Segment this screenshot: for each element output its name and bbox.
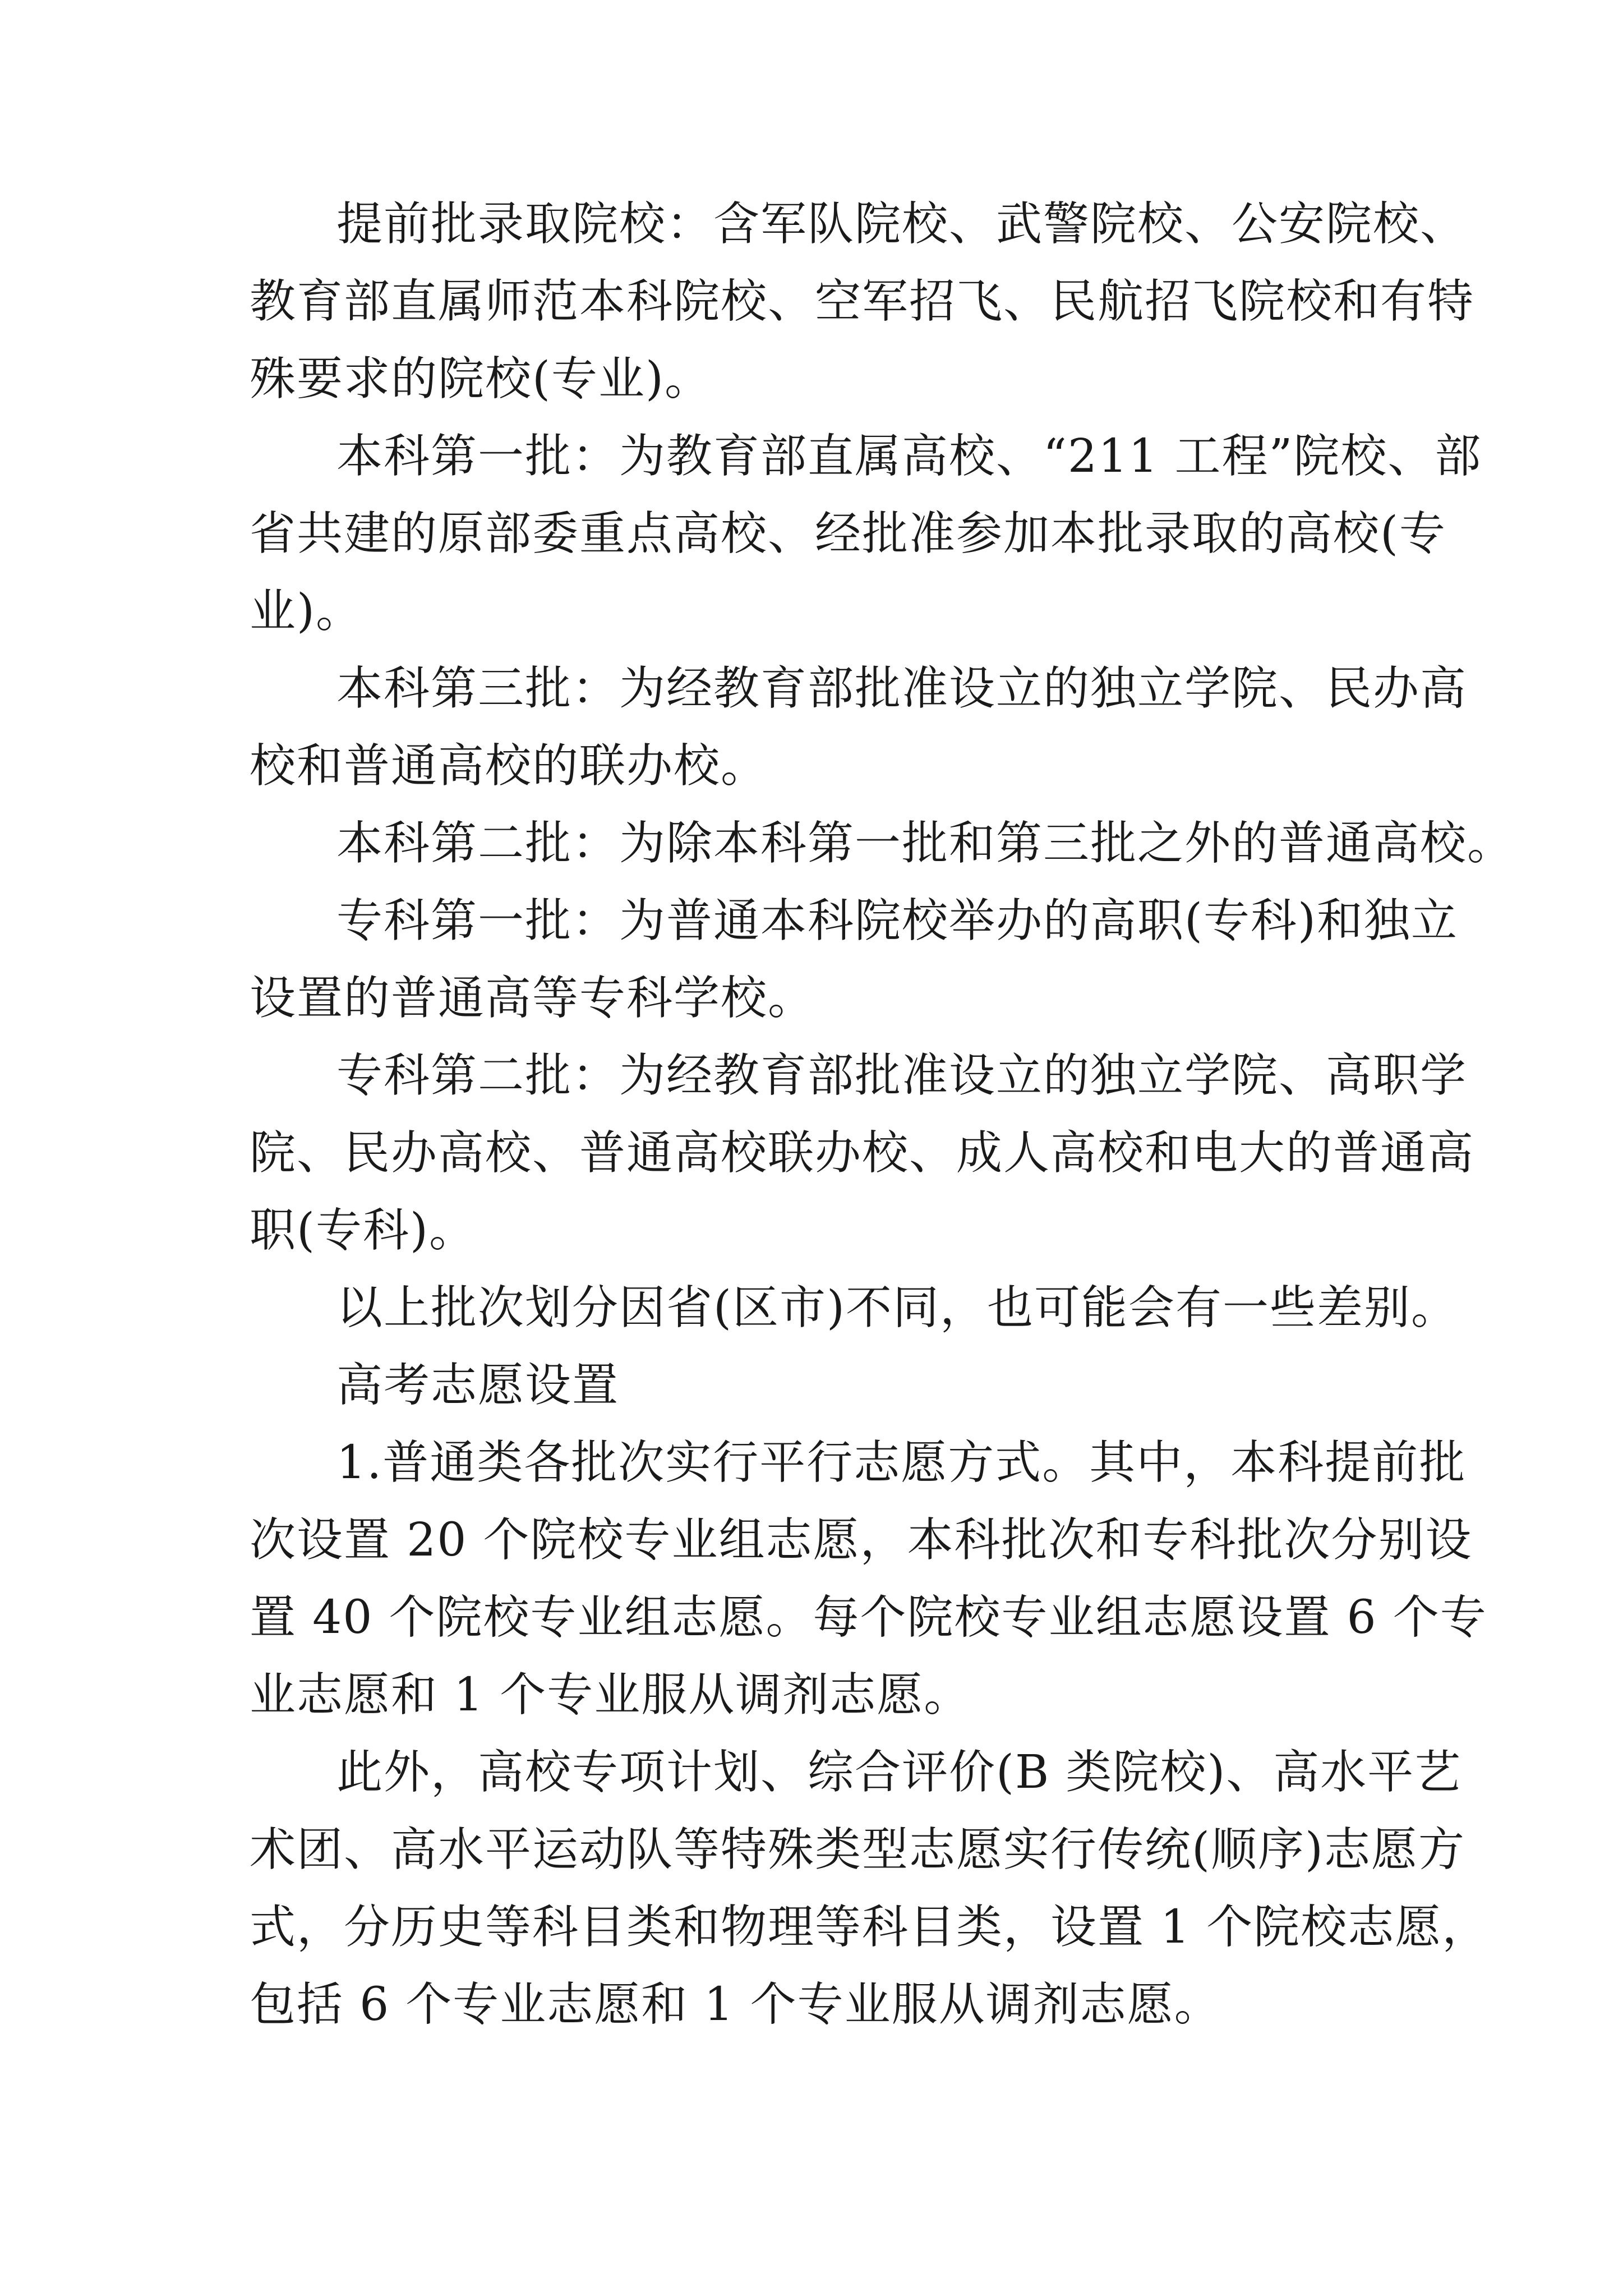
text-line: 术团、高水平运动队等特殊类型志愿实行传统(顺序)志愿方 bbox=[250, 1823, 1465, 1876]
text-line: 校和普通高校的联办校。 bbox=[250, 739, 768, 793]
text-line: 职(专科)。 bbox=[250, 1204, 476, 1257]
text-line: 省共建的原部委重点高校、经批准参加本批录取的高校(专 bbox=[250, 507, 1446, 560]
text-line: 设置的普通高等专科学校。 bbox=[250, 972, 815, 1025]
text-line: 包括 6 个专业志愿和 1 个专业服从调剂志愿。 bbox=[250, 1978, 1221, 2031]
text-line: 殊要求的院校(专业)。 bbox=[250, 352, 712, 406]
text-line: 院、民办高校、普通高校联办校、成人高校和电大的普通高 bbox=[250, 1126, 1475, 1180]
text-line: 业志愿和 1 个专业服从调剂志愿。 bbox=[250, 1668, 971, 1722]
text-line: 本科第二批：为除本科第一批和第三批之外的普通高校。 bbox=[336, 817, 1515, 870]
text-line: 专科第一批：为普通本科院校举办的高职(专科)和独立 bbox=[336, 894, 1458, 947]
text-line: 1.普通类各批次实行平行志愿方式。其中，本科提前批 bbox=[336, 1436, 1467, 1489]
text-line: 此外，高校专项计划、综合评价(B 类院校)、高水平艺 bbox=[336, 1746, 1462, 1799]
text-line: 以上批次划分因省(区市)不同，也可能会有一些差别。 bbox=[336, 1281, 1458, 1335]
text-line: 置 40 个院校专业组志愿。每个院校专业组志愿设置 6 个专 bbox=[250, 1591, 1487, 1644]
text-line: 业)。 bbox=[250, 585, 363, 638]
text-line: 本科第一批：为教育部直属高校、“211 工程”院校、部 bbox=[336, 430, 1482, 483]
text-line: 次设置 20 个院校专业组志愿，本科批次和专科批次分别设 bbox=[250, 1513, 1473, 1567]
text-line: 式，分历史等科目类和物理等科目类，设置 1 个院校志愿， bbox=[250, 1901, 1490, 1954]
text-line: 专科第二批：为经教育部批准设立的独立学院、高职学 bbox=[336, 1049, 1468, 1102]
text-line: 本科第三批：为经教育部批准设立的独立学院、民办高 bbox=[336, 662, 1468, 715]
text-line: 教育部直属师范本科院校、空军招飞、民航招飞院校和有特 bbox=[250, 275, 1475, 328]
section-heading: 高考志愿设置 bbox=[336, 1359, 620, 1412]
text-line: 提前批录取院校：含军队院校、武警院校、公安院校、 bbox=[336, 197, 1468, 251]
